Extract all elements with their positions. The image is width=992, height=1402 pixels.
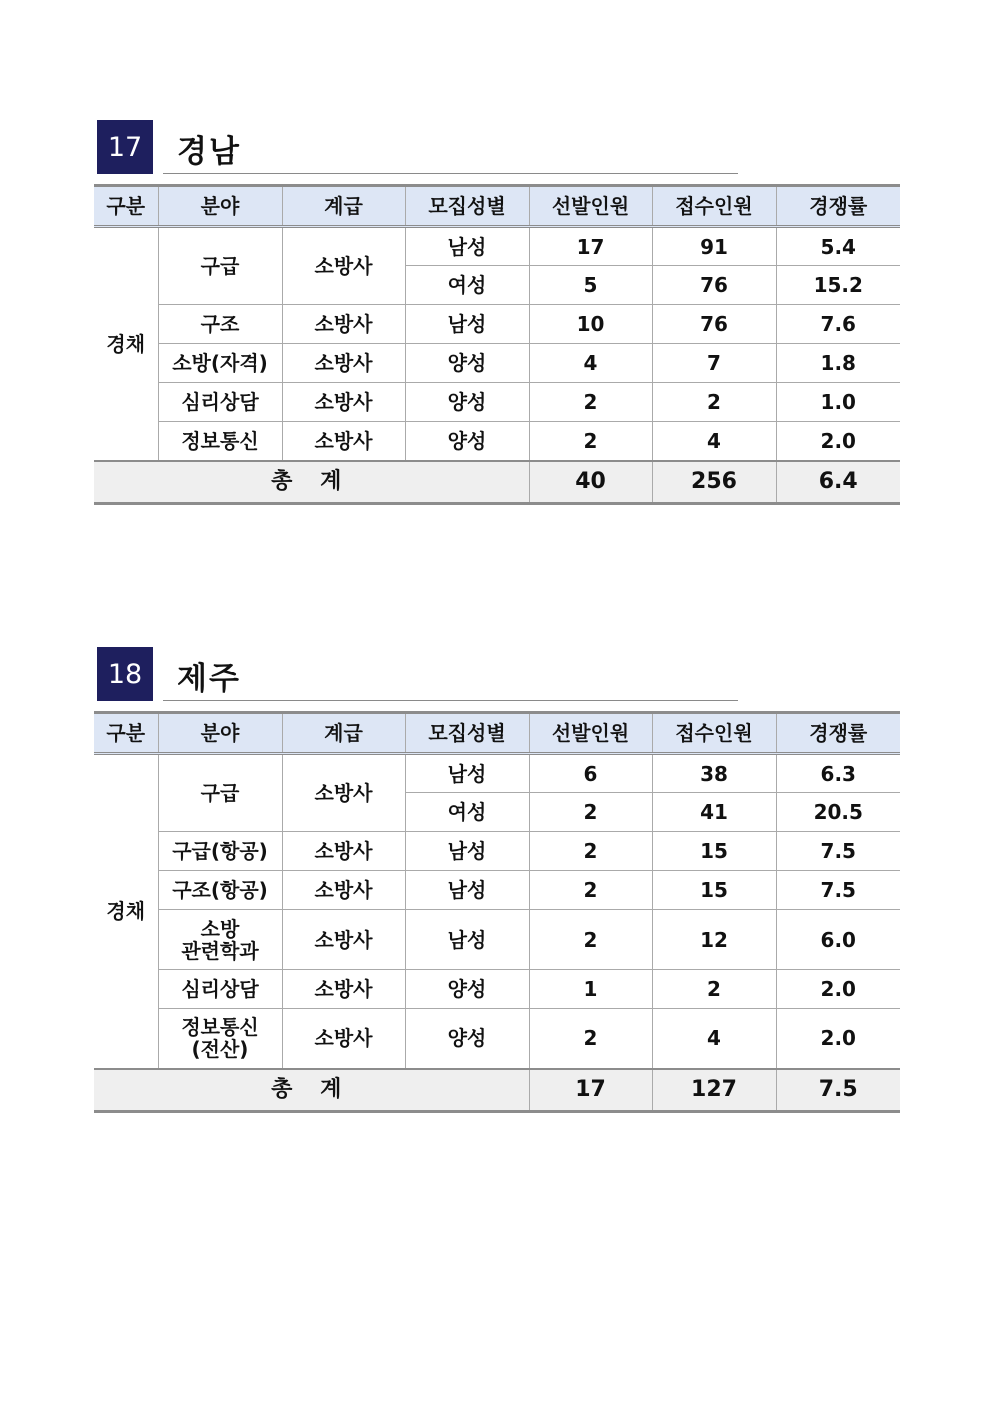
- total-applied: 256: [652, 461, 776, 504]
- header-ratio: 경쟁률: [776, 713, 900, 754]
- table-row: [94, 754, 900, 793]
- table-row: [94, 305, 900, 344]
- field-cell: 구급(항공): [158, 832, 282, 871]
- ratio-cell: 15.2: [776, 266, 900, 305]
- ratio-cell: 1.0: [776, 383, 900, 422]
- rank-cell: 소방사: [282, 832, 405, 871]
- header-selected: 선발인원: [529, 186, 652, 227]
- header-ratio: 경쟁률: [776, 186, 900, 227]
- selected-cell: 2: [529, 383, 652, 422]
- header-rank: 계급: [282, 713, 405, 754]
- table-row: [94, 227, 900, 266]
- applied-cell: 15: [652, 871, 776, 910]
- ratio-cell: 1.8: [776, 344, 900, 383]
- ratio-cell: 6.3: [776, 754, 900, 793]
- field-cell: 심리상담: [158, 970, 282, 1009]
- total-selected: 17: [529, 1069, 652, 1112]
- field-cell: [158, 1009, 282, 1069]
- gender-cell: 남성: [405, 305, 529, 344]
- rank-cell: 소방사: [282, 754, 405, 832]
- applied-cell: 4: [652, 422, 776, 461]
- selected-cell: 5: [529, 266, 652, 305]
- total-ratio: 7.5: [776, 1069, 900, 1112]
- selected-cell: 4: [529, 344, 652, 383]
- field-cell: 정보통신: [158, 422, 282, 461]
- section-heading: [97, 647, 742, 703]
- total-ratio: 6.4: [776, 461, 900, 504]
- table-row: [94, 910, 900, 970]
- table-row: [94, 383, 900, 422]
- table-row: [94, 1009, 900, 1069]
- applied-cell: 76: [652, 305, 776, 344]
- field-line: 관련학과: [181, 938, 259, 963]
- field-line: (전산): [191, 1037, 249, 1062]
- field-cell: 구조(항공): [158, 871, 282, 910]
- table-row: [94, 832, 900, 871]
- category-cell: 경채: [94, 754, 158, 1069]
- applied-cell: 91: [652, 227, 776, 266]
- table-row: [94, 871, 900, 910]
- rank-cell: 소방사: [282, 1009, 405, 1069]
- title-underline: [163, 173, 738, 174]
- rank-cell: 소방사: [282, 344, 405, 383]
- header-applied: 접수인원: [652, 713, 776, 754]
- selected-cell: 2: [529, 1009, 652, 1069]
- total-applied: 127: [652, 1069, 776, 1112]
- header-gender: 모집성별: [405, 186, 529, 227]
- applied-cell: 2: [652, 383, 776, 422]
- applied-cell: 7: [652, 344, 776, 383]
- rank-cell: 소방사: [282, 227, 405, 305]
- gender-cell: 양성: [405, 970, 529, 1009]
- table-header-row: [94, 713, 900, 754]
- gender-cell: 여성: [405, 793, 529, 832]
- rank-cell: 소방사: [282, 970, 405, 1009]
- gender-cell: 여성: [405, 266, 529, 305]
- selected-cell: 1: [529, 970, 652, 1009]
- rank-cell: 소방사: [282, 383, 405, 422]
- field-cell: 구급: [158, 227, 282, 305]
- header-applied: 접수인원: [652, 186, 776, 227]
- recruitment-table: [94, 711, 900, 1113]
- section-number-badge: 18: [97, 647, 153, 701]
- gender-cell: 남성: [405, 832, 529, 871]
- section-number-badge: 17: [97, 120, 153, 174]
- applied-cell: 41: [652, 793, 776, 832]
- applied-cell: 38: [652, 754, 776, 793]
- total-selected: 40: [529, 461, 652, 504]
- selected-cell: 6: [529, 754, 652, 793]
- selected-cell: 2: [529, 832, 652, 871]
- applied-cell: 15: [652, 832, 776, 871]
- ratio-cell: 7.6: [776, 305, 900, 344]
- table-row: [94, 970, 900, 1009]
- total-row: [94, 461, 900, 504]
- ratio-cell: 2.0: [776, 1009, 900, 1069]
- header-category: 구분: [94, 186, 158, 227]
- gender-cell: 양성: [405, 383, 529, 422]
- rank-cell: 소방사: [282, 422, 405, 461]
- field-line: 소방: [200, 916, 240, 941]
- applied-cell: 4: [652, 1009, 776, 1069]
- gender-cell: 양성: [405, 422, 529, 461]
- gender-cell: 남성: [405, 871, 529, 910]
- category-cell: 경채: [94, 227, 158, 461]
- field-cell: 구조: [158, 305, 282, 344]
- field-cell: 구급: [158, 754, 282, 832]
- ratio-cell: 2.0: [776, 970, 900, 1009]
- header-field: 분야: [158, 713, 282, 754]
- applied-cell: 76: [652, 266, 776, 305]
- title-underline: [163, 700, 738, 701]
- header-gender: 모집성별: [405, 713, 529, 754]
- gender-cell: 남성: [405, 910, 529, 970]
- total-row: [94, 1069, 900, 1112]
- ratio-cell: 7.5: [776, 832, 900, 871]
- field-cell: 심리상담: [158, 383, 282, 422]
- header-rank: 계급: [282, 186, 405, 227]
- total-label: 총 계: [94, 461, 529, 504]
- section-heading: [97, 120, 742, 176]
- applied-cell: 12: [652, 910, 776, 970]
- gender-cell: 양성: [405, 1009, 529, 1069]
- field-cell: 소방(자격): [158, 344, 282, 383]
- selected-cell: 2: [529, 422, 652, 461]
- recruitment-table: [94, 184, 900, 505]
- total-label: 총 계: [94, 1069, 529, 1112]
- region-title: 제주: [177, 661, 241, 697]
- gender-cell: 남성: [405, 754, 529, 793]
- ratio-cell: 6.0: [776, 910, 900, 970]
- selected-cell: 10: [529, 305, 652, 344]
- table-row: [94, 344, 900, 383]
- header-selected: 선발인원: [529, 713, 652, 754]
- ratio-cell: 2.0: [776, 422, 900, 461]
- rank-cell: 소방사: [282, 305, 405, 344]
- applied-cell: 2: [652, 970, 776, 1009]
- selected-cell: 17: [529, 227, 652, 266]
- header-field: 분야: [158, 186, 282, 227]
- rank-cell: 소방사: [282, 910, 405, 970]
- rank-cell: 소방사: [282, 871, 405, 910]
- field-line: 정보통신: [181, 1015, 259, 1040]
- header-category: 구분: [94, 713, 158, 754]
- ratio-cell: 20.5: [776, 793, 900, 832]
- selected-cell: 2: [529, 910, 652, 970]
- ratio-cell: 5.4: [776, 227, 900, 266]
- field-cell: [158, 910, 282, 970]
- selected-cell: 2: [529, 871, 652, 910]
- gender-cell: 양성: [405, 344, 529, 383]
- selected-cell: 2: [529, 793, 652, 832]
- ratio-cell: 7.5: [776, 871, 900, 910]
- table-header-row: [94, 186, 900, 227]
- gender-cell: 남성: [405, 227, 529, 266]
- table-row: [94, 422, 900, 461]
- region-title: 경남: [177, 134, 241, 170]
